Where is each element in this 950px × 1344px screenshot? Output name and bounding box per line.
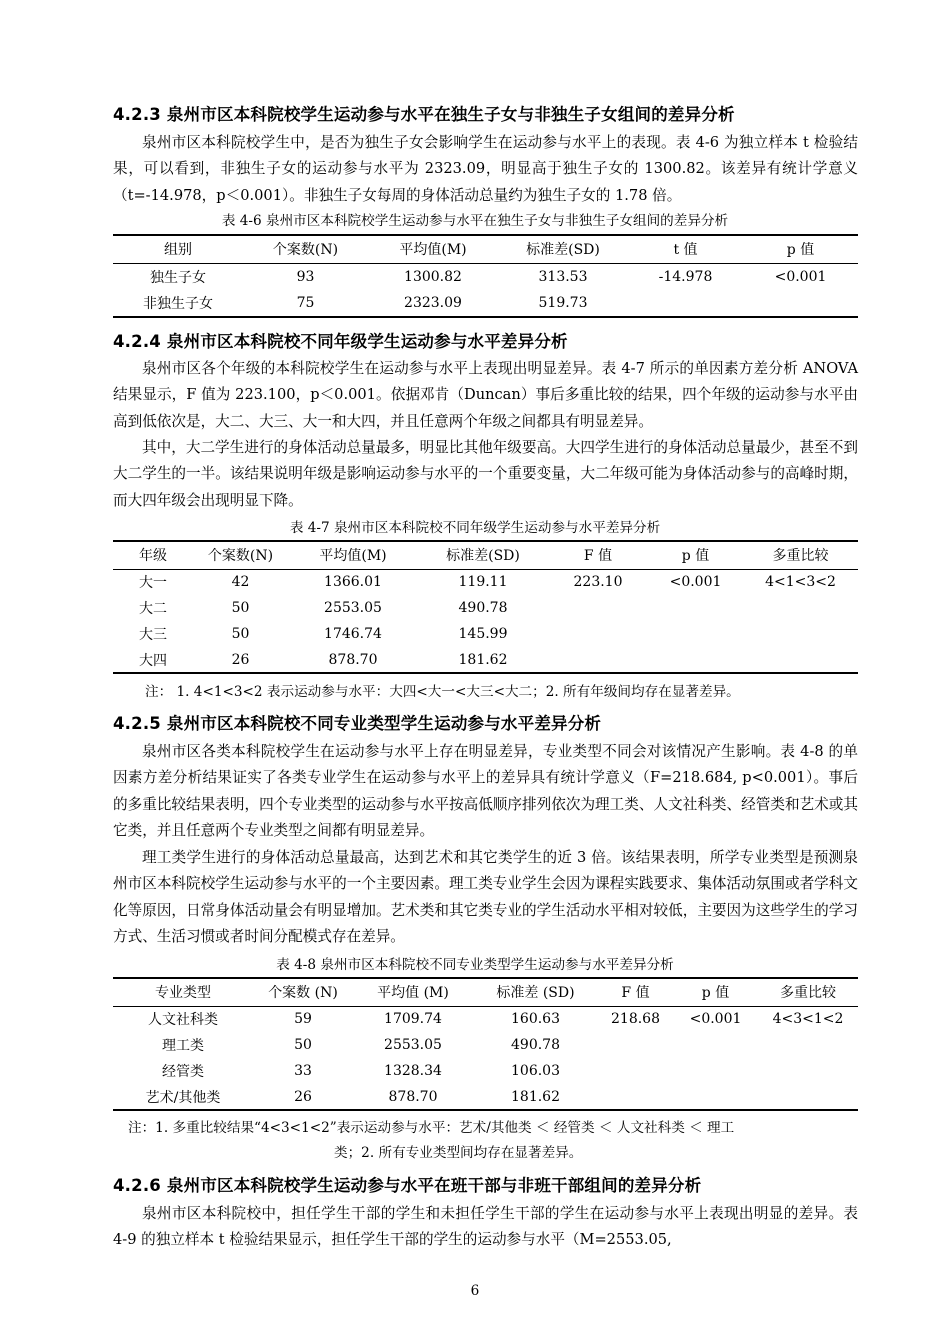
table-cell: 1746.74 (324, 626, 382, 642)
table-cell (743, 595, 858, 621)
table-cell: 50 (231, 600, 250, 616)
table-cell (598, 1058, 673, 1084)
table-cell: 218.68 (611, 1011, 660, 1028)
table-cell: 878.70 (288, 647, 418, 673)
table-cell (548, 621, 648, 647)
table-header-row (113, 541, 858, 569)
table-cell: <0.001 (669, 574, 722, 591)
table-cell: 59 (294, 1011, 312, 1028)
table-row (113, 647, 858, 673)
table-cell: 2553.05 (324, 600, 382, 616)
table-row (113, 1058, 858, 1084)
table-cell: 2553.05 (384, 1037, 442, 1053)
table-cell: -14.978 (658, 268, 713, 285)
table-cell: 4<1<3<2 (765, 574, 836, 591)
table-cell: 75 (243, 290, 368, 317)
table-cell: <0.001 (689, 1011, 742, 1028)
header-cell: 标准差(SD) (498, 235, 628, 263)
table-cell: 1709.74 (384, 1011, 442, 1028)
table-cell (758, 1032, 858, 1058)
header-cell: 平均值(M) (288, 541, 418, 569)
table-cell: 145.99 (458, 626, 508, 642)
table-cell (598, 1084, 673, 1110)
table-cell (758, 1058, 858, 1084)
table-cell: 313.53 (538, 268, 588, 285)
table-4-8-caption: 表 4-8 泉州市区本科院校不同专业类型学生运动参与水平差异分析 (276, 957, 674, 973)
table-row (113, 1032, 858, 1058)
table-cell: 艺术/其他类 (113, 1084, 253, 1110)
table-cell: 519.73 (498, 290, 628, 317)
table-cell (598, 1032, 673, 1058)
table-cell (743, 290, 858, 317)
table-cell: 1300.82 (404, 268, 462, 285)
table-row (113, 1006, 858, 1032)
table-cell: <0.001 (774, 268, 827, 285)
table-cell: 33 (294, 1063, 312, 1079)
section-heading-4-2-5: 4.2.5 泉州市区本科院校不同专业类型学生运动参与水平差异分析 (113, 714, 602, 733)
table-cell: 181.62 (418, 647, 548, 673)
table-cell (648, 647, 743, 673)
header-cell: 年级 (113, 541, 193, 569)
section-4-2-4-paragraph-2: 其中，大二学生进行的身体活动总量最多，明显比其他年级要高。大四学生进行的身体活动总量最少，甚至不到大二学生的一半。该结果说明年级是影响运动参与水平的一个重要变量，大二年级可能为身体活动参与的高峰时期，而大四年级会出现明显下降。 (113, 439, 858, 509)
table-cell (648, 621, 743, 647)
table-cell: 26 (253, 1084, 353, 1110)
table-cell: 50 (231, 626, 250, 642)
table-4-7-note: 注： 1. 4<1<3<2 表示运动参与水平：大四<大一<大三<大二；2. 所有年级间均存在显著差异。 (145, 684, 740, 700)
page-number: 6 (470, 1283, 480, 1299)
table-4-6-caption: 表 4-6 泉州市区本科院校学生运动参与水平在独生子女与非独生子女组间的差异分析 (221, 213, 729, 229)
table-cell: 大三 (139, 627, 167, 643)
table-cell (673, 1058, 758, 1084)
table-cell (673, 1032, 758, 1058)
section-4-2-5-paragraph-1: 泉州市区各类本科院校学生在运动参与水平上存在明显差异，专业类型不同会对该情况产生影响。表 4-8 的单因素方差分析结果证实了各类专业学生在运动参与水平上的差异具有统计学意义（F=218.684, p<0.001）。事后的多重比较结果表明，四个专业类型的运动参与水平按高低顺序排列依次为理工类、人文社科类、经管类和艺术或其它类，并且任意两个专业类型之间都有明显差异。 (113, 743, 858, 839)
table-4-6 (113, 234, 858, 318)
table-cell: 106.03 (511, 1063, 560, 1079)
table-cell: 42 (231, 574, 250, 591)
header-cell: 个案数(N) (193, 541, 288, 569)
table-row (113, 290, 858, 317)
header-cell: F 值 (548, 541, 648, 569)
header-cell: 个案数 (N) (253, 978, 353, 1006)
section-heading-4-2-4: 4.2.4 泉州市区本科院校不同年级学生运动参与水平差异分析 (113, 332, 568, 351)
table-cell: 大二 (139, 601, 167, 617)
table-4-8 (113, 977, 858, 1111)
table-row (113, 263, 858, 290)
table-cell: 181.62 (473, 1084, 598, 1110)
table-4-7 (113, 540, 858, 674)
header-cell: 平均值 (M) (353, 978, 473, 1006)
section-4-2-6-paragraph: 泉州市区本科院校中，担任学生干部的学生和未担任学生干部的学生在运动参与水平上表现出明显的差异。表 4-9 的独立样本 t 检验结果显示，担任学生干部的学生的运动参与水平（M=2553.05, (113, 1205, 858, 1249)
table-cell (743, 647, 858, 673)
table-cell (548, 595, 648, 621)
table-cell (628, 290, 743, 317)
header-cell: 平均值(M) (368, 235, 498, 263)
section-heading-4-2-3: 4.2.3 泉州市区本科院校学生运动参与水平在独生子女与非独生子女组间的差异分析 (113, 105, 735, 124)
header-cell: 标准差(SD) (418, 541, 548, 569)
table-row (113, 595, 858, 621)
table-cell: 理工类 (162, 1038, 204, 1054)
table-header-row (113, 235, 858, 263)
table-cell (743, 621, 858, 647)
table-cell (758, 1084, 858, 1110)
table-cell: 490.78 (458, 600, 508, 616)
table-cell: 490.78 (511, 1037, 560, 1053)
table-cell: 160.63 (511, 1011, 560, 1028)
table-cell: 人文社科类 (148, 1012, 218, 1029)
table-cell: 223.10 (573, 574, 623, 591)
header-cell: 多重比较 (743, 541, 858, 569)
table-4-8-note-line-2: 类；2. 所有专业类型间均存在显著差异。 (334, 1145, 583, 1161)
table-cell: 非独生子女 (113, 290, 243, 317)
table-cell: 26 (193, 647, 288, 673)
header-cell: 组别 (113, 235, 243, 263)
table-4-7-caption: 表 4-7 泉州市区本科院校不同年级学生运动参与水平差异分析 (289, 520, 661, 536)
table-cell: 878.70 (353, 1084, 473, 1110)
header-cell: F 值 (598, 978, 673, 1006)
header-cell: 标准差 (SD) (473, 978, 598, 1006)
table-cell: 大四 (113, 647, 193, 673)
table-cell: 119.11 (458, 574, 508, 591)
table-header-row (113, 978, 858, 1006)
header-cell: p 值 (648, 541, 743, 569)
header-cell: 多重比较 (758, 978, 858, 1006)
table-cell: 1328.34 (384, 1063, 442, 1079)
table-row (113, 621, 858, 647)
section-4-2-4-paragraph-1: 泉州市区各个年级的本科院校学生在运动参与水平上表现出明显差异。表 4-7 所示的单因素方差分析 ANOVA 结果显示，F 值为 223.100，p＜0.001。依据邓肯（Duncan）事后多重比较的结果，四个年级的运动参与水平由高到低依次是，大二、大三、大一和大四，并且任意两个年级之间都具有明显差异。 (113, 360, 858, 430)
table-cell: 独生子女 (150, 269, 206, 286)
table-cell: 50 (294, 1037, 312, 1053)
table-cell: 4<3<1<2 (772, 1011, 844, 1028)
header-cell: p 值 (743, 235, 858, 263)
table-cell (673, 1084, 758, 1110)
section-4-2-5-paragraph-2: 理工类学生进行的身体活动总量最高，达到艺术和其它类学生的近 3 倍。该结果表明，所学专业类型是预测泉州市区本科院校学生运动参与水平的一个主要因素。理工类专业学生会因为课程实践要求、集体活动氛围或者学科文化等原因，日常身体活动量会有明显增加。艺术类和其它类专业的学生活动水平相对较低，主要因为这些学生的学习方式、生活习惯或者时间分配模式存在差异。 (113, 849, 858, 945)
table-cell: 2323.09 (368, 290, 498, 317)
header-cell: t 值 (628, 235, 743, 263)
table-cell: 大一 (139, 575, 167, 592)
table-cell: 经管类 (162, 1064, 204, 1080)
table-row (113, 1084, 858, 1110)
table-4-8-note-line-1: 注：1. 多重比较结果“4<3<1<2”表示运动参与水平：艺术/其他类 ＜ 经管类 ＜ 人文社科类 ＜ 理工 (128, 1120, 735, 1136)
table-cell (648, 595, 743, 621)
header-cell: p 值 (673, 978, 758, 1006)
table-cell: 1366.01 (324, 574, 382, 591)
section-heading-4-2-6: 4.2.6 泉州市区本科院校学生运动参与水平在班干部与非班干部组间的差异分析 (113, 1176, 702, 1195)
table-row (113, 569, 858, 595)
header-cell: 个案数(N) (243, 235, 368, 263)
table-cell: 93 (296, 268, 315, 285)
section-4-2-3-paragraph: 泉州市区本科院校学生中，是否为独生子女会影响学生在运动参与水平上的表现。表 4-6 为独立样本 t 检验结果，可以看到，非独生子女的运动参与水平为 2323.09，明显高于独生子女的 1300.82。该差异有统计学意义（t=-14.978，p＜0.001）。非独生子女每周的身体活动总量约为独生子女的 1.78 倍。 (113, 134, 858, 204)
table-cell (548, 647, 648, 673)
header-cell: 专业类型 (113, 978, 253, 1006)
